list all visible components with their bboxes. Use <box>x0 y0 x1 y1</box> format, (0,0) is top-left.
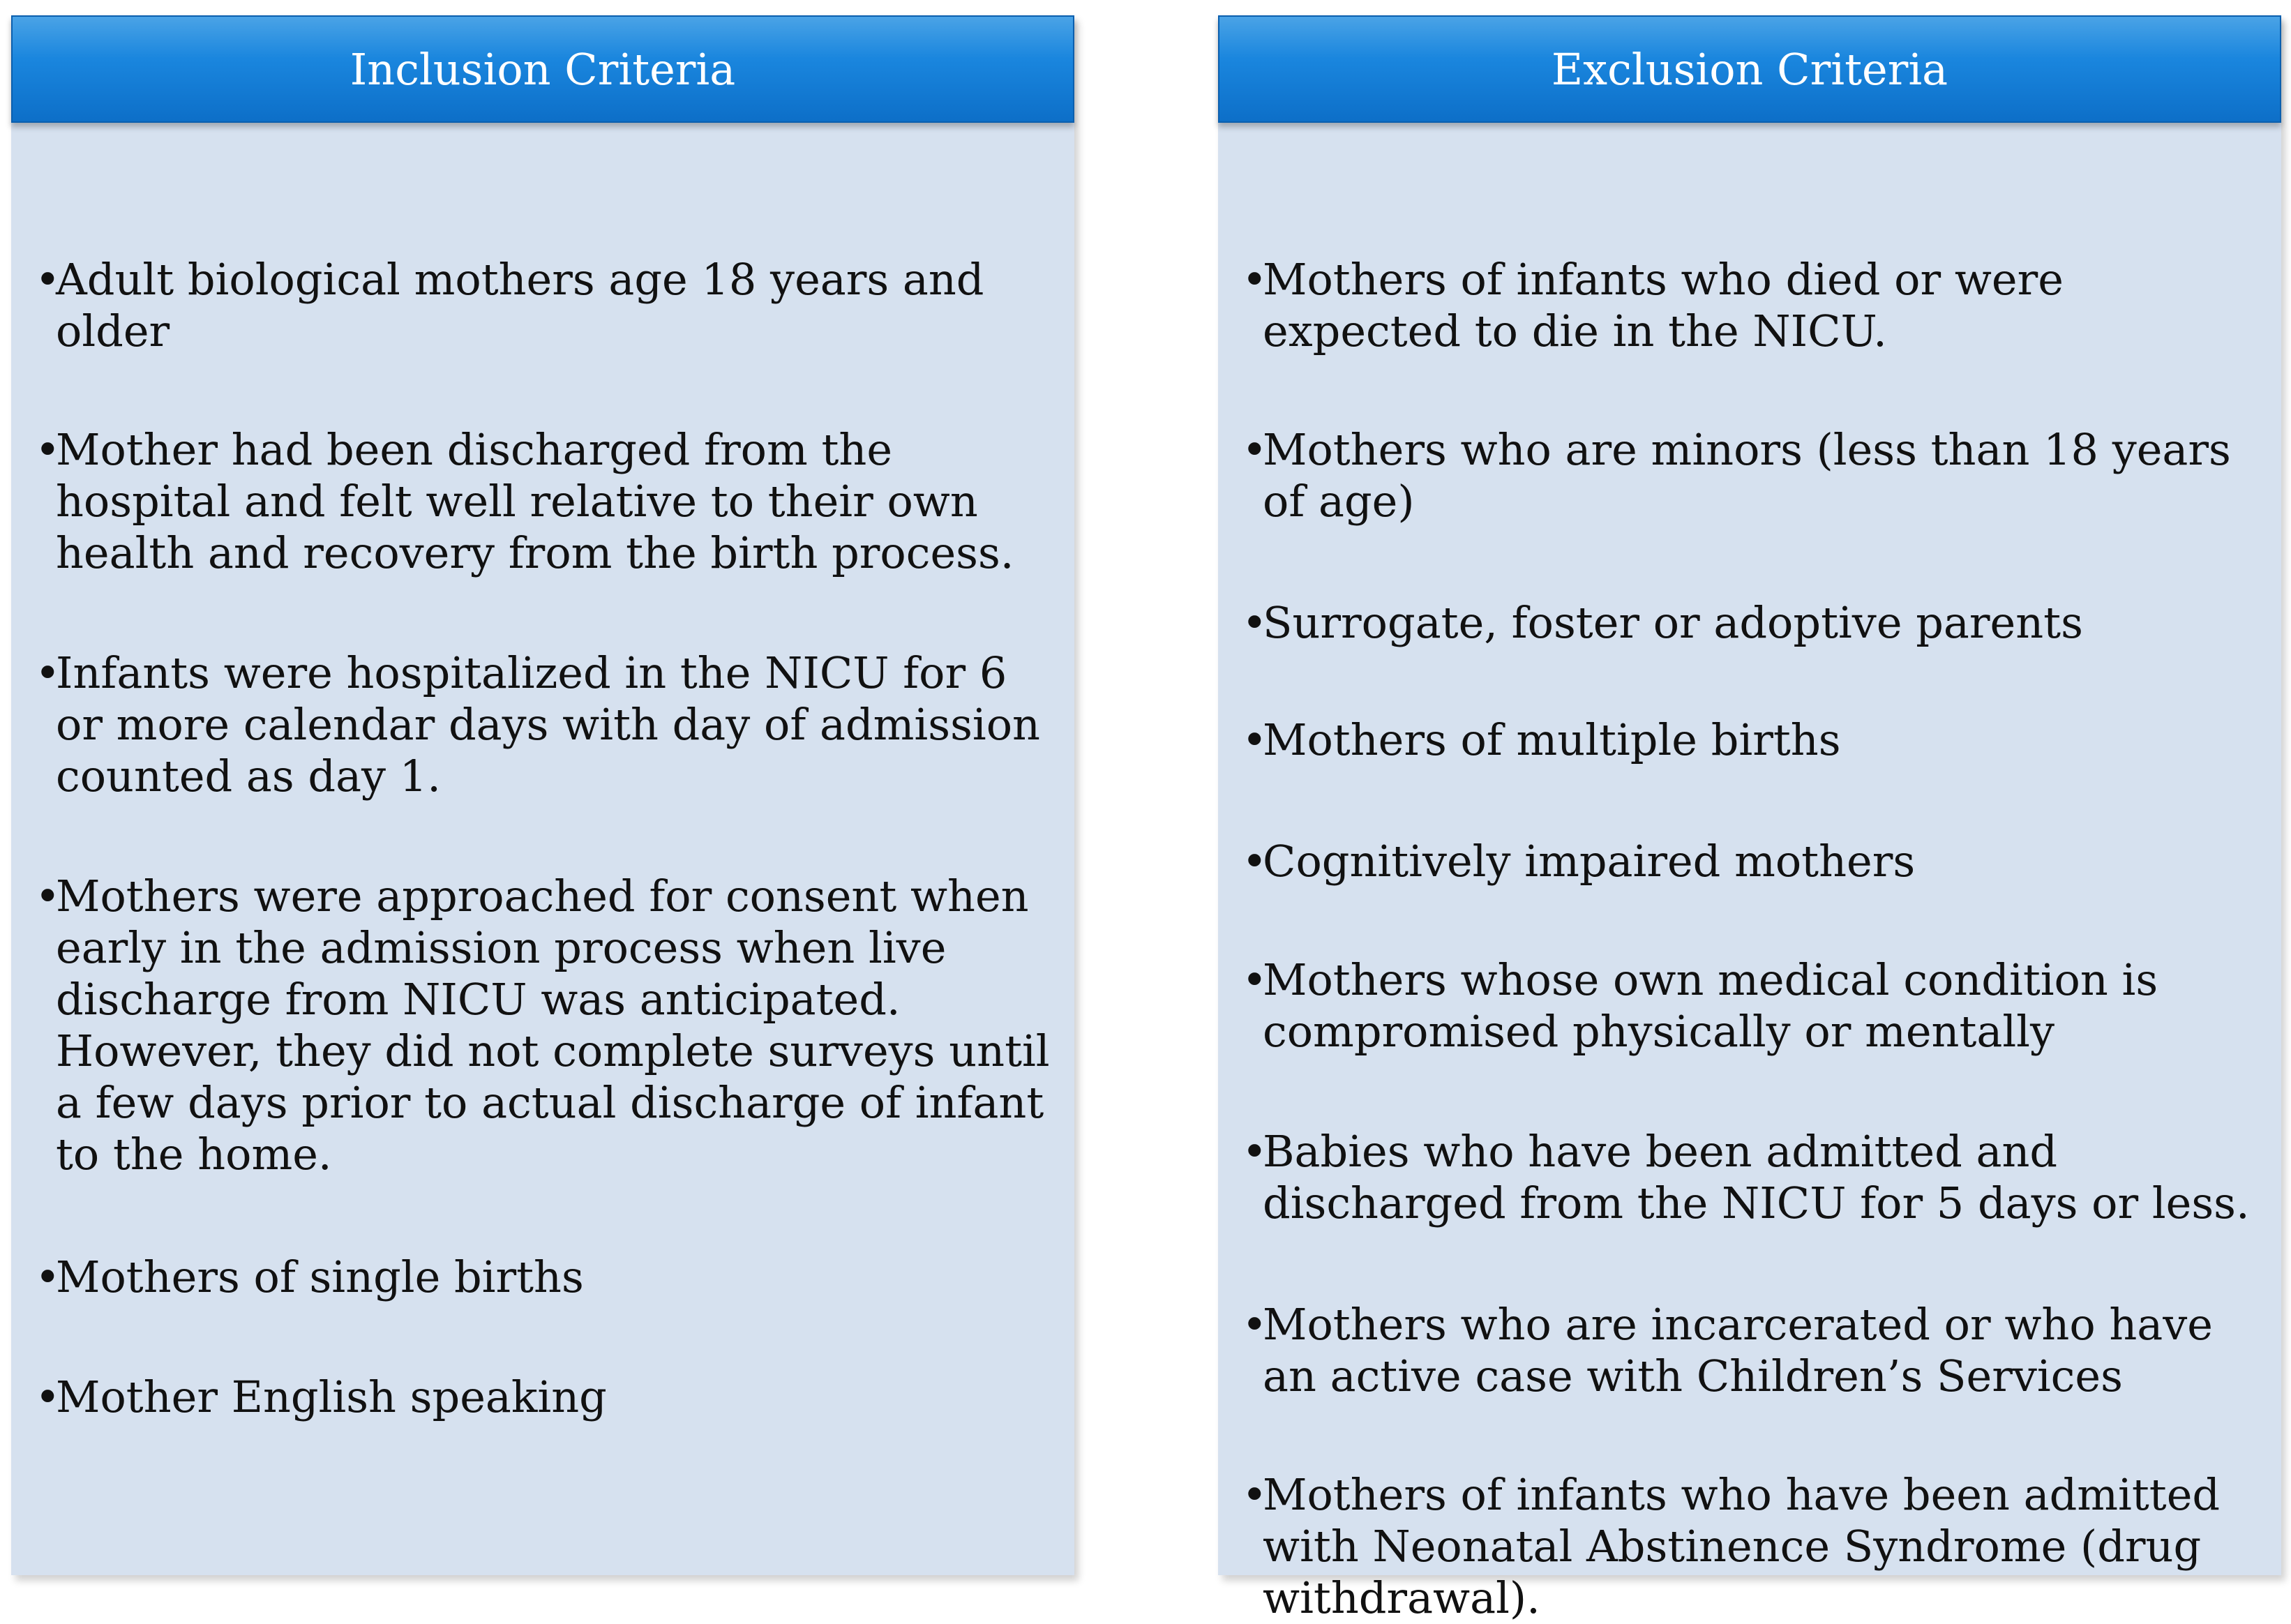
bullet-icon: • <box>35 647 61 698</box>
bullet-icon: • <box>1242 1299 1268 1350</box>
exclusion-item: • Mothers of infants who have been admitted with Neonatal Abstinence Syndrome (drug withdrawal). <box>1242 1469 2221 1623</box>
inclusion-item: • Mother English speaking <box>35 1371 607 1422</box>
inclusion-panel <box>11 15 1074 1575</box>
exclusion-item: • Babies who have been admitted and discharged from the NICU for 5 days or less. <box>1242 1126 2250 1228</box>
bullet-icon: • <box>35 1371 61 1422</box>
bullet-icon: • <box>1242 254 1268 305</box>
bullet-icon: • <box>35 424 61 475</box>
inclusion-item: • Adult biological mothers age 18 years and older <box>35 254 984 356</box>
exclusion-header: Exclusion Criteria <box>1218 15 2281 123</box>
exclusion-item: • Cognitively impaired mothers <box>1242 836 1916 887</box>
bullet-icon: • <box>1242 1469 1268 1520</box>
exclusion-item: • Mothers whose own medical condition is compromised physically or mentally <box>1242 954 2158 1057</box>
bullet-icon: • <box>1242 836 1268 887</box>
exclusion-item: • Mothers of infants who died or were expected to die in the NICU. <box>1242 254 2064 356</box>
exclusion-panel <box>1218 15 2281 1623</box>
bullet-icon: • <box>1242 714 1268 765</box>
bullet-icon: • <box>1242 954 1268 1005</box>
inclusion-item: • Mothers were approached for consent when early in the admission process when live discharge from NICU was anticipated. However, they did not complete surveys until a few days prior to actual discharge of infant to the home. <box>35 871 1050 1180</box>
exclusion-item: • Mothers who are incarcerated or who have an active case with Children’s Services <box>1242 1299 2213 1401</box>
bullet-icon: • <box>1242 597 1268 648</box>
bullet-icon: • <box>35 1251 61 1302</box>
bullet-icon: • <box>1242 424 1268 475</box>
exclusion-item: • Surrogate, foster or adoptive parents <box>1242 597 2083 648</box>
inclusion-header: Inclusion Criteria <box>11 15 1074 123</box>
inclusion-item: • Mothers of single births <box>35 1251 584 1302</box>
bullet-icon: • <box>1242 1126 1268 1177</box>
exclusion-item: • Mothers who are minors (less than 18 years of age) <box>1242 424 2231 527</box>
inclusion-item: • Mother had been discharged from the hospital and felt well relative to their own health and recovery from the birth process. <box>35 424 1014 578</box>
bullet-icon: • <box>35 871 61 922</box>
exclusion-item: • Mothers of multiple births <box>1242 714 1841 765</box>
inclusion-item: • Infants were hospitalized in the NICU for 6 or more calendar days with day of admission counted as day 1. <box>35 647 1040 802</box>
bullet-icon: • <box>35 254 61 305</box>
